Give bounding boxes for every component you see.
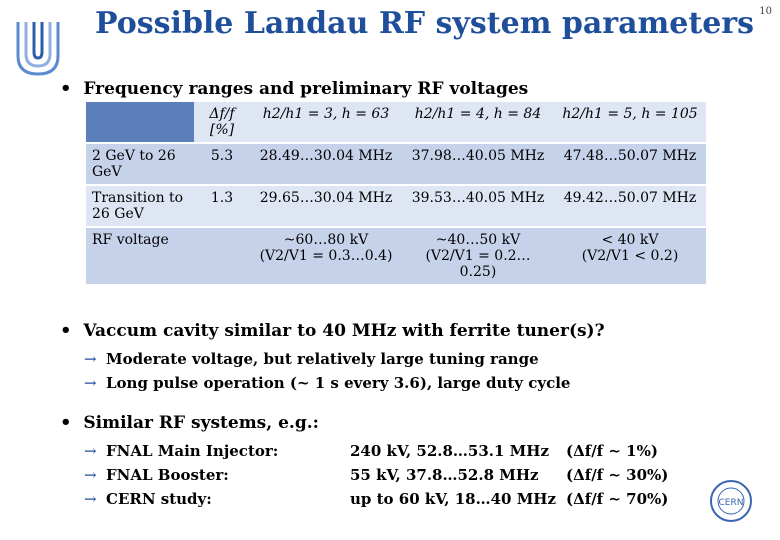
system-df: (Δf/f ~ 70%) <box>566 490 669 508</box>
page-title: Possible Landau RF system parameters <box>95 6 755 41</box>
arrow-icon: → <box>84 490 97 508</box>
row-label: 2 GeV to 26 GeV <box>86 143 194 185</box>
system-name: → FNAL Booster: <box>84 466 229 484</box>
arrow-icon: → <box>84 374 97 392</box>
table-header-cell: Δf/f [%] <box>194 102 250 143</box>
table-header-cell: h2/h1 = 3, h = 63 <box>250 102 402 143</box>
arrow-icon: → <box>84 442 97 460</box>
row-cell: 29.65…30.04 MHz <box>250 185 402 227</box>
system-df: (Δf/f ~ 1%) <box>566 442 658 460</box>
bullet-frequency-text: Frequency ranges and preliminary RF voltages <box>83 79 529 99</box>
table-row <box>86 227 706 285</box>
bullet-vacuum-cavity-text: Vaccum cavity similar to 40 MHz with ferrite tuner(s)? <box>83 321 605 341</box>
row-label: RF voltage <box>86 227 194 285</box>
cern-logo-icon <box>708 478 754 524</box>
row-cell: 47.48…50.07 MHz <box>554 143 706 185</box>
table-row <box>86 143 706 185</box>
page-number: 10 <box>759 6 772 17</box>
bullet-similar-systems-text: Similar RF systems, e.g.: <box>83 413 319 433</box>
system-spec: 55 kV, 37.8…52.8 MHz <box>350 466 539 484</box>
arrow-icon: → <box>84 350 97 368</box>
row-cell: 49.42…50.07 MHz <box>554 185 706 227</box>
row-cell: 28.49…30.04 MHz <box>250 143 402 185</box>
row-label: Transition to 26 GeV <box>86 185 194 227</box>
sub-bullet: → Long pulse operation (~ 1 s every 3.6), large duty cycle <box>84 374 571 392</box>
rf-parameter-table <box>86 102 706 286</box>
bullet-vacuum-cavity: • Vaccum cavity similar to 40 MHz with ferrite tuner(s)? <box>60 320 605 341</box>
bullet-frequency: • Frequency ranges and preliminary RF voltages <box>60 78 529 99</box>
row-cell: ~40…50 kV (V2/V1 = 0.2…0.25) <box>402 227 554 285</box>
table-header-row <box>86 102 706 143</box>
row-cell: < 40 kV (V2/V1 < 0.2) <box>554 227 706 285</box>
system-spec: 240 kV, 52.8…53.1 MHz <box>350 442 549 460</box>
table-header-cell: h2/h1 = 4, h = 84 <box>402 102 554 143</box>
row-cell: 37.98…40.05 MHz <box>402 143 554 185</box>
sub-bullet: → Moderate voltage, but relatively large tuning range <box>84 350 539 368</box>
row-percent <box>194 227 250 285</box>
svg-text:CERN: CERN <box>718 498 744 508</box>
system-df: (Δf/f ~ 30%) <box>566 466 669 484</box>
row-cell: ~60…80 kV (V2/V1 = 0.3…0.4) <box>250 227 402 285</box>
bullet-similar-systems: • Similar RF systems, e.g.: <box>60 412 319 433</box>
row-percent: 1.3 <box>194 185 250 227</box>
table-header-empty <box>86 102 194 143</box>
system-name: → CERN study: <box>84 490 212 508</box>
table-header-cell: h2/h1 = 5, h = 105 <box>554 102 706 143</box>
row-cell: 39.53…40.05 MHz <box>402 185 554 227</box>
arrow-icon: → <box>84 466 97 484</box>
university-logo <box>14 18 62 78</box>
system-name: → FNAL Main Injector: <box>84 442 279 460</box>
system-spec: up to 60 kV, 18…40 MHz <box>350 490 556 508</box>
row-percent: 5.3 <box>194 143 250 185</box>
table-row <box>86 185 706 227</box>
